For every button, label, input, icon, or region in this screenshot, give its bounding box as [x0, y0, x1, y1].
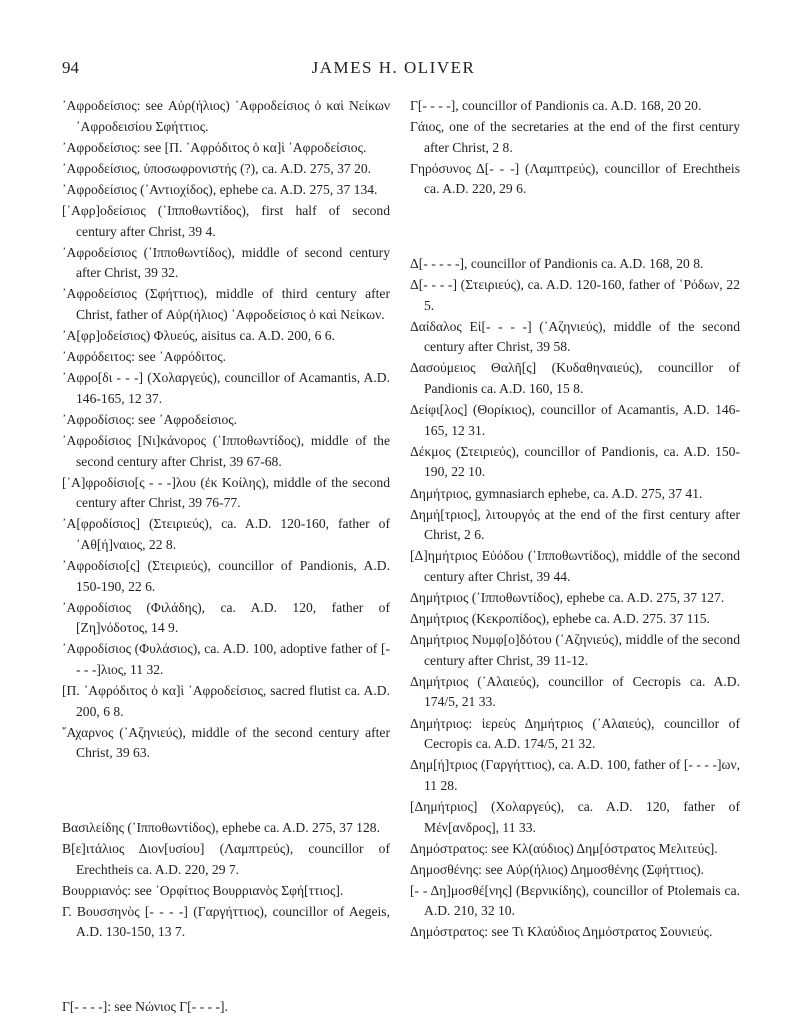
index-entry: Δημοσθένης: see Αὐρ(ήλιος) Δημοσθένης (Σφήττιος). [410, 861, 705, 877]
index-entry: ᾿Αφροδίσιος (Φυλάσιος), ca. A.D. 100, adoptive father of [- - - -]λιος, 11 32. [62, 641, 390, 678]
index-entry: [- - Δη]μοσθέ[νης] (Βερνικίδης), councillor of Ptolemais ca. A.D. 210, 32 10. [410, 882, 740, 919]
section-gap [410, 216, 740, 238]
index-entry: Β[ε]ιτάλιος Διον[υσίου] (Λαμπτρεύς), councillor of Erechtheis ca. A.D. 220, 29 7. [62, 841, 390, 877]
index-entry: Βουρριανός: see ᾿Ορφίτιος Βουρριανὸς Σφή[ττιος]. [62, 882, 344, 898]
index-entry: ᾿Α[φρ]οδείσιος) Φλυεύς, aisitus ca. A.D. 200, 6 6. [62, 328, 335, 344]
index-entry: Δημήτριος (Κεκροπίδος), ephebe ca. A.D. 275. 37 115. [410, 611, 710, 627]
index-entry: ᾿Αφροδείσιος: see Αὐρ(ήλιος) ᾿Αφροδείσιος ὁ καὶ Νείκων ᾿Αφροδεισίου Σφήττιος. [62, 98, 390, 134]
index-entry: Δημήτριος (῾Ιπποθωντίδος), ephebe ca. A.D. 275, 37 127. [410, 589, 725, 605]
index-entry: Δημήτριος, gymnasiarch ephebe, ca. A.D. 275, 37 41. [410, 485, 703, 501]
index-entry: Γηρόσυνος Δ[- - -] (Λαμπτρεύς), councillor of Erechtheis ca. A.D. 220, 29 6. [410, 160, 740, 197]
section-gap [62, 780, 390, 802]
index-entry: Δημήτριος (᾿Αλαιεύς), councillor of Cecropis ca. A.D. 174/5, 21 33. [410, 673, 740, 710]
index-entry: ᾿Αφροδίσιο[ς] (Στειριεύς), councillor of Pandionis, A.D. 150-190, 22 6. [62, 558, 390, 594]
running-title: JAMES H. OLIVER [311, 58, 476, 77]
index-entry: [᾿Α]φροδίσιο[ς - - -]λου (ἐκ Κοίλης), middle of the second century after Christ, 39 76-77. [62, 474, 390, 511]
index-entry: ᾿Αφροδείσιος, ὑποσωφρονιστής (?), ca. A.D. 275, 37 20. [62, 160, 372, 176]
index-entry: Γ[- - - -], councillor of Pandionis ca. A.D. 168, 20 20. [410, 98, 702, 113]
index-entry: Δημόστρατος: see Κλ(αύδιος) Δημ[όστρατος Μελιτεύς]. [410, 840, 718, 856]
index-entry: Βασιλείδης (῾Ιπποθωντίδος), ephebe ca. A.D. 275, 37 128. [62, 820, 380, 835]
index-entry: Δαίδαλος Εἰ[- - - -] (᾿Αζηνιεύς), middle of the second century after Christ, 39 58. [410, 318, 740, 355]
index-entry: ᾿Αφροδείσιος (Σφήττιος), middle of third century after Christ, father of Αὐρ(ήλιος) ᾿Αφροδείσιος ὁ καὶ Νείκων. [62, 286, 390, 322]
index-entry: Δασούμειος Θαλῆ[ς] (Κυδαθηναιεύς), councillor of Pandionis ca. A.D. 160, 15 8. [410, 360, 740, 397]
index-entry: Δημήτριος Νυμφ[ο]δότου (᾿Αζηνιεύς), middle of the second century after Christ, 39 11-12. [410, 632, 740, 668]
index-entry: ᾿Αφροδίσιος: see ᾿Αφροδείσιος. [62, 411, 238, 427]
index-entry: [᾿Αφρ]οδείσιος (῾Ιπποθωντίδος), first half of second century after Christ, 39 4. [62, 202, 390, 239]
index-entry: ᾿Αφροδείσιος: see [Π. ᾿Αφρόδιτος ὁ κα]ὶ ᾿Αφροδείσιος. [62, 139, 367, 155]
right-column [410, 96, 740, 944]
index-entry: Γάιος, one of the secretaries at the end of the first century after Christ, 2 8. [410, 119, 740, 155]
index-entry: ᾿Αφρόδειτος: see ᾿Αφρόδιτος. [62, 349, 226, 365]
index-entry: ᾿Α[φροδίσιος] (Στειριεύς), ca. A.D. 120-160, father of ᾿Αθ[ή]ναιος, 22 8. [62, 516, 390, 552]
index-entry: [Π. ᾿Αφρόδιτος ὁ κα]ὶ ᾿Αφροδείσιος, sacred flutist ca. A.D. 200, 6 8. [62, 683, 390, 719]
index-entry: Δημήτριος: ἱερεὺς Δημήτριος (᾿Αλαιεύς), councillor of Cecropis ca. A.D. 174/5, 21 32. [410, 715, 740, 752]
index-entry: ᾿Αφρο[δι - - -] (Χολαργεύς), councillor of Acamantis, A.D. 146-165, 12 37. [62, 370, 390, 406]
page-number: 94 [62, 58, 79, 77]
index-entry: Γ[- - - -]: see Νώνιος Γ[- - - -]. [62, 999, 228, 1015]
index-entry: Δημ[ή]τριος (Γαργήττιος), ca. A.D. 100, father of [- - - -]ων, 11 28. [410, 757, 740, 793]
index-entry: ᾿Αφροδείσιος (᾿Αντιοχίδος), ephebe ca. A.D. 275, 37 134. [62, 181, 378, 197]
index-entry: Δ[- - - -] (Στειριεύς), ca. A.D. 120-160, father of ῾Ρόδων, 22 5. [410, 277, 740, 313]
index-entry: [Δ]ημήτριος Εὐόδου (῾Ιπποθωντίδος), middle of the second century after Christ, 39 44. [410, 548, 740, 584]
index-entry: Γ. Βουσσηνὸς [- - - -] (Γαργήττιος), councillor of Aegeis, A.D. 130-150, 13 7. [62, 903, 390, 940]
index-entry: ᾿Αφροδίσιος (Φιλάδης), ca. A.D. 120, father of [Ζη]νόδοτος, 14 9. [62, 599, 390, 636]
index-entry: ᾿Αφροδίσιος [Νι]κάνορος (῾Ιπποθωντίδος), middle of the second century after Christ, 39 67-68. [62, 433, 390, 469]
section-gap [62, 959, 390, 981]
page-header [0, 58, 787, 88]
index-entry: Δημόστρατος: see Τι Κλαύδιος Δημόστρατος Σουνιεύς. [410, 924, 713, 940]
index-entry: ῎Αχαρνος (᾿Αζηνιεύς), middle of the second century after Christ, 39 63. [62, 724, 390, 761]
index-entry: ᾿Αφροδείσιος (῾Ιπποθωντίδος), middle of second century after Christ, 39 32. [62, 244, 390, 281]
index-entry: Δέκμος (Στειριεύς), councillor of Pandionis, ca. A.D. 150-190, 22 10. [410, 443, 740, 480]
index-entry: Δημή[τριος], λιτουργός at the end of the first century after Christ, 2 6. [410, 506, 740, 543]
index-entry: Δ[- - - - -], councillor of Pandionis ca. A.D. 168, 20 8. [410, 255, 704, 271]
left-column [62, 96, 390, 1018]
index-entry: Δείφι[λος] (Θορίκιος), councillor of Acamantis, A.D. 146-165, 12 31. [410, 402, 740, 438]
index-entry: [Δημήτριος] (Χολαργεύς), ca. A.D. 120, father of Μέν[ανδρος], 11 33. [410, 798, 740, 835]
